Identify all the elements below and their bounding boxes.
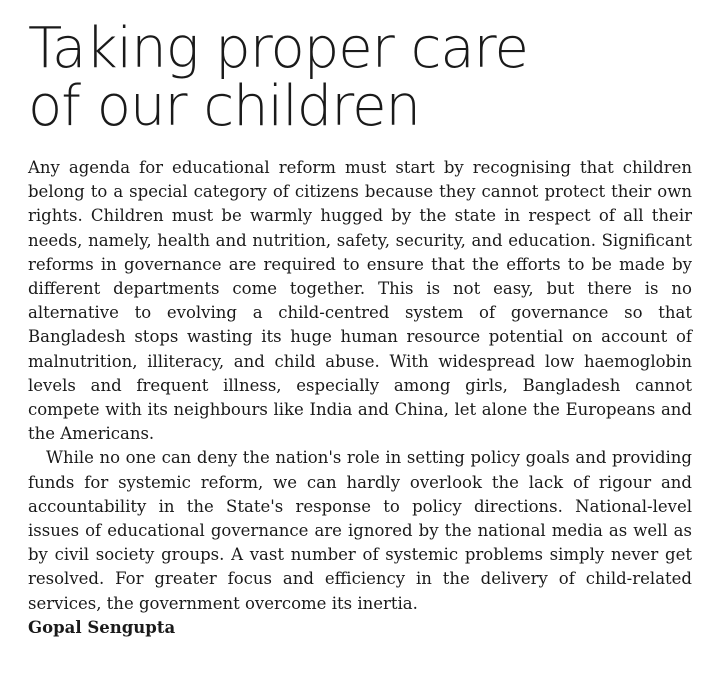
article-body [28, 156, 692, 640]
article [28, 16, 692, 640]
paragraph-2: While no one can deny the nation's role in setting policy goals and providing funds for systemic reform, we can hardly overlook the lack of rigour and accountability in the State's response to policy directions. National-level issues of educational governance are ignored by the national media as well as by civil society groups. A vast number of systemic problems simply never get resolved. For greater focus and efficiency in the delivery of child-related services, the government overcome its inertia. [28, 448, 692, 613]
headline-line-1: Taking proper care [28, 16, 528, 81]
byline: Gopal Sengupta [28, 617, 176, 637]
paragraph-1: Any agenda for educational reform must start by recognising that children belong to a special category of citizens because they cannot protect their own rights. Children must be warmly hugged by the state in respect of all their needs, namely, health and nutrition, safety, security, and education. Significant reforms in governance are required to ensure that the efforts to be made by different departments come together. This is not easy, but there is no alternative to evolving a child-centred system of governance so that Bangladesh stops wasting its huge human resource potential on account of malnutrition, illiteracy, and child abuse. With widespread low haemoglobin levels and frequent illness, especially among girls, Bangladesh cannot compete with its neighbours like India and China, let alone the Europeans and the Americans. [28, 158, 692, 444]
headline [28, 16, 692, 139]
headline-line-2: of our children [28, 74, 421, 139]
